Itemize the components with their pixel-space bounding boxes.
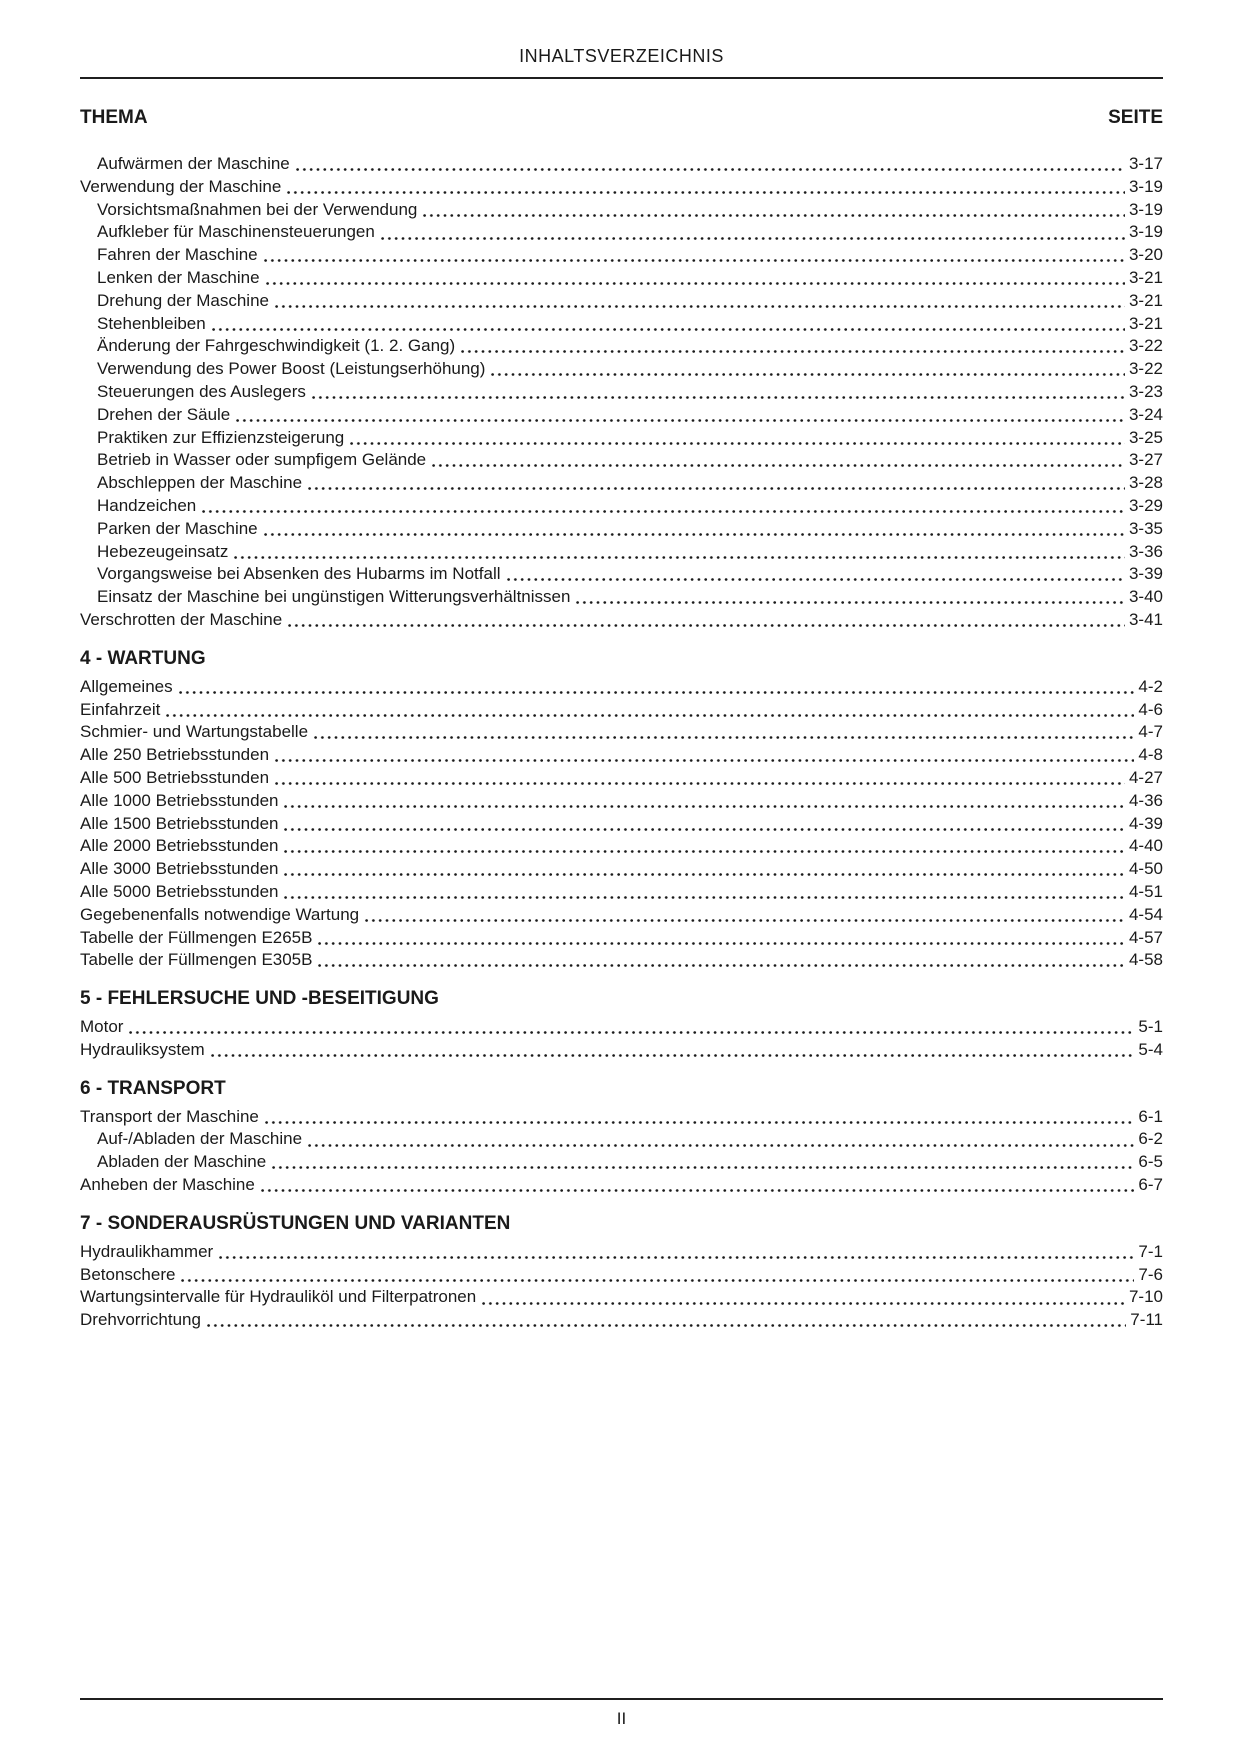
toc-entry (80, 609, 1163, 632)
toc-entry-label: Verschrotten der Maschine (80, 609, 283, 629)
toc-entry (80, 518, 1163, 541)
dot-leader (181, 1264, 1134, 1287)
toc-entry-page: 7-10 (1128, 1287, 1163, 1307)
toc-entry (80, 676, 1163, 699)
toc-entry-label: Aufkleber für Maschinensteuerungen (97, 222, 375, 242)
toc-entry (80, 858, 1163, 881)
toc-entry-page: 4-40 (1128, 836, 1163, 856)
dot-leader (234, 541, 1125, 564)
dot-leader (287, 176, 1125, 199)
toc-entry-page: 7-6 (1138, 1264, 1163, 1284)
toc-entry (80, 449, 1163, 472)
toc-entry-label: Alle 1500 Betriebsstunden (80, 813, 279, 833)
toc-entry (80, 541, 1163, 564)
column-header-thema: THEMA (80, 107, 148, 128)
toc-entry-label: Motor (80, 1017, 124, 1037)
toc-entry (80, 744, 1163, 767)
toc-entry-label: Hydrauliksystem (80, 1039, 205, 1059)
dot-leader (266, 267, 1125, 290)
toc-entry (80, 563, 1163, 586)
toc-entry (80, 153, 1163, 176)
dot-leader (284, 858, 1124, 881)
toc-entry (80, 904, 1163, 927)
dot-leader (576, 586, 1125, 609)
toc-entry-label: Alle 250 Betriebsstunden (80, 745, 270, 765)
toc-entry-label: Aufwärmen der Maschine (97, 154, 290, 173)
dot-leader (507, 563, 1125, 586)
toc-entry-label: Drehvorrichtung (80, 1310, 201, 1330)
toc-entry-label: Vorgangsweise bei Absenken des Hubarms im Notfall (97, 564, 501, 584)
toc-entry (80, 699, 1163, 722)
toc-entry-page: 4-7 (1138, 722, 1163, 742)
toc-entry (80, 767, 1163, 790)
toc-entry (80, 1286, 1163, 1309)
dot-leader (308, 472, 1125, 495)
dot-leader (308, 1128, 1134, 1151)
toc-entry (80, 267, 1163, 290)
toc-entry-page: 3-27 (1128, 450, 1163, 470)
page-header-title: INHALTSVERZEICHNIS (80, 46, 1163, 79)
dot-leader (284, 790, 1124, 813)
toc-entry (80, 881, 1163, 904)
toc-entry-label: Allgemeines (80, 676, 173, 696)
toc-entry-page: 4-57 (1128, 927, 1163, 947)
dot-leader (219, 1241, 1134, 1264)
toc-entry-label: Hebezeugeinsatz (97, 541, 229, 561)
toc-entry-label: Alle 2000 Betriebsstunden (80, 836, 279, 856)
toc-entry-label: Schmier- und Wartungstabelle (80, 722, 309, 742)
toc-entry-page: 3-28 (1128, 473, 1163, 493)
dot-leader (314, 721, 1134, 744)
toc-entry-page: 7-11 (1130, 1310, 1163, 1330)
toc-entry-page: 3-21 (1128, 290, 1163, 310)
toc-entry-label: Alle 500 Betriebsstunden (80, 767, 270, 787)
toc-entry-label: Transport der Maschine (80, 1106, 259, 1126)
toc-entry-page: 3-35 (1128, 518, 1163, 538)
toc-entry-page: 3-21 (1128, 313, 1163, 333)
dot-leader (264, 518, 1125, 541)
column-header-seite: SEITE (1108, 107, 1163, 128)
dot-leader (381, 221, 1125, 244)
toc-entry-label: Fahren der Maschine (97, 245, 258, 265)
toc-entry (80, 244, 1163, 267)
toc-entry-page: 3-25 (1128, 427, 1163, 447)
toc-entry (80, 1151, 1163, 1174)
toc-entry-label: Abladen der Maschine (97, 1152, 267, 1172)
toc-entry (80, 290, 1163, 313)
toc-entry-page: 3-40 (1128, 587, 1163, 607)
toc-entry (80, 1174, 1163, 1197)
dot-leader (350, 427, 1125, 450)
dot-leader (312, 381, 1125, 404)
toc-entry-label: Verwendung der Maschine (80, 176, 282, 196)
toc-entry-page: 4-27 (1128, 767, 1163, 787)
dot-leader (261, 1174, 1135, 1197)
toc-entry-page: 6-2 (1138, 1129, 1163, 1149)
section-heading: 6 - TRANSPORT (80, 1077, 226, 1099)
toc-entry-label: Alle 1000 Betriebsstunden (80, 790, 279, 810)
dot-leader (272, 1151, 1134, 1174)
toc-entry (80, 721, 1163, 744)
dot-leader (284, 835, 1124, 858)
toc-entry-page: 4-36 (1128, 790, 1163, 810)
toc-entry-page: 4-50 (1128, 859, 1163, 879)
toc-entry-label: Betonschere (80, 1264, 176, 1284)
toc-entry (80, 381, 1163, 404)
toc-entry-page: 3-29 (1128, 495, 1163, 515)
toc-entry-page: 4-8 (1138, 745, 1163, 765)
toc-entry-label: Lenken der Maschine (97, 267, 260, 287)
dot-leader (129, 1016, 1134, 1039)
toc-entry-label: Änderung der Fahrgeschwindigkeit (1. 2. Gang) (97, 336, 456, 356)
toc-entry-page: 4-6 (1138, 699, 1163, 719)
toc-entry-label: Steuerungen des Auslegers (97, 381, 306, 401)
toc-entry-page: 5-4 (1138, 1039, 1163, 1059)
table-of-contents (80, 153, 1163, 1332)
toc-entry (80, 927, 1163, 950)
toc-entry-page: 4-2 (1138, 676, 1163, 696)
toc-entry-page: 3-21 (1128, 267, 1163, 287)
toc-entry-page: 3-19 (1128, 176, 1163, 196)
toc-entry (80, 1106, 1163, 1129)
toc-entry-page: 4-51 (1128, 881, 1163, 901)
toc-entry (80, 1016, 1163, 1039)
dot-leader (202, 495, 1125, 518)
toc-entry-page: 5-1 (1138, 1017, 1163, 1037)
toc-entry (80, 221, 1163, 244)
dot-leader (236, 404, 1125, 427)
toc-entry (80, 790, 1163, 813)
toc-entry (80, 1264, 1163, 1287)
toc-entry (80, 176, 1163, 199)
toc-entry-page: 3-41 (1128, 609, 1163, 629)
toc-entry-label: Einsatz der Maschine bei ungünstigen Witterungsverhältnissen (97, 587, 571, 607)
toc-entry-page: 7-1 (1138, 1241, 1163, 1261)
toc-entry-label: Auf-/Abladen der Maschine (97, 1129, 303, 1149)
toc-entry-page: 6-5 (1138, 1152, 1163, 1172)
toc-entry-label: Praktiken zur Effizienzsteigerung (97, 427, 345, 447)
toc-entry-page: 3-36 (1128, 541, 1163, 561)
toc-entry-page: 3-22 (1128, 336, 1163, 356)
toc-entry (80, 1309, 1163, 1332)
dot-leader (179, 676, 1135, 699)
section-heading: 7 - SONDERAUSRÜSTUNGEN UND VARIANTEN (80, 1212, 511, 1234)
dot-leader (275, 767, 1125, 790)
toc-entry (80, 199, 1163, 222)
toc-entry-label: Verwendung des Power Boost (Leistungserhöhung) (97, 359, 486, 379)
toc-entry (80, 813, 1163, 836)
dot-leader (318, 949, 1124, 972)
toc-entry (80, 427, 1163, 450)
toc-entry (80, 335, 1163, 358)
toc-entry (80, 586, 1163, 609)
dot-leader (264, 244, 1125, 267)
toc-entry (80, 404, 1163, 427)
toc-entry-page: 3-22 (1128, 359, 1163, 379)
toc-entry-page: 4-54 (1128, 904, 1163, 924)
dot-leader (211, 1039, 1135, 1062)
toc-entry-page: 3-19 (1128, 199, 1163, 219)
toc-entry-label: Anheben der Maschine (80, 1175, 255, 1195)
toc-entry-page: 4-58 (1128, 950, 1163, 970)
dot-leader (284, 813, 1124, 836)
toc-entry-label: Wartungsintervalle für Hydrauliköl und Filterpatronen (80, 1287, 477, 1307)
toc-entry (80, 949, 1163, 972)
toc-entry-label: Parken der Maschine (97, 518, 258, 538)
toc-entry-label: Stehenbleiben (97, 313, 206, 333)
dot-leader (318, 927, 1124, 950)
dot-leader (461, 335, 1125, 358)
toc-entry-label: Vorsichtsmaßnahmen bei der Verwendung (97, 199, 418, 219)
dot-leader (275, 744, 1134, 767)
dot-leader (265, 1106, 1135, 1129)
toc-entry-page: 3-24 (1128, 404, 1163, 424)
toc-entry-label: Alle 3000 Betriebsstunden (80, 859, 279, 879)
toc-entry-label: Drehung der Maschine (97, 290, 269, 310)
dot-leader (207, 1309, 1126, 1332)
dot-leader (212, 313, 1125, 336)
toc-entry-page: 3-17 (1128, 154, 1163, 173)
toc-entry-label: Einfahrzeit (80, 699, 161, 719)
dot-leader (275, 290, 1125, 313)
dot-leader (296, 153, 1125, 176)
column-headers (80, 107, 1163, 129)
toc-entry (80, 313, 1163, 336)
toc-entry-label: Betrieb in Wasser oder sumpfigem Gelände (97, 450, 427, 470)
dot-leader (166, 699, 1134, 722)
dot-leader (482, 1286, 1125, 1309)
toc-entry-label: Abschleppen der Maschine (97, 473, 303, 493)
toc-entry-page: 6-1 (1138, 1106, 1163, 1126)
toc-entry-page: 3-19 (1128, 222, 1163, 242)
dot-leader (288, 609, 1125, 632)
toc-entry-page: 4-39 (1128, 813, 1163, 833)
toc-entry (80, 358, 1163, 381)
dot-leader (365, 904, 1125, 927)
dot-leader (491, 358, 1125, 381)
toc-entry (80, 1128, 1163, 1151)
toc-entry (80, 472, 1163, 495)
toc-entry-page: 3-23 (1128, 381, 1163, 401)
page-footer (80, 1698, 1163, 1729)
dot-leader (284, 881, 1124, 904)
toc-entry (80, 835, 1163, 858)
toc-entry-label: Drehen der Säule (97, 404, 231, 424)
dot-leader (423, 199, 1125, 222)
section-heading: 5 - FEHLERSUCHE UND -BESEITIGUNG (80, 988, 439, 1010)
toc-entry-label: Tabelle der Füllmengen E265B (80, 927, 313, 947)
toc-entry-label: Alle 5000 Betriebsstunden (80, 881, 279, 901)
toc-entry (80, 1241, 1163, 1264)
toc-entry (80, 495, 1163, 518)
toc-entry-label: Tabelle der Füllmengen E305B (80, 950, 313, 970)
section-heading: 4 - WARTUNG (80, 647, 206, 669)
toc-entry (80, 1039, 1163, 1062)
dot-leader (432, 449, 1125, 472)
toc-entry-page: 6-7 (1138, 1175, 1163, 1195)
toc-entry-label: Hydraulikhammer (80, 1241, 214, 1261)
toc-entry-page: 3-20 (1128, 245, 1163, 265)
toc-entry-page: 3-39 (1128, 564, 1163, 584)
toc-entry-label: Handzeichen (97, 495, 197, 515)
toc-entry-label: Gegebenenfalls notwendige Wartung (80, 904, 360, 924)
page-number: II (616, 1709, 627, 1728)
